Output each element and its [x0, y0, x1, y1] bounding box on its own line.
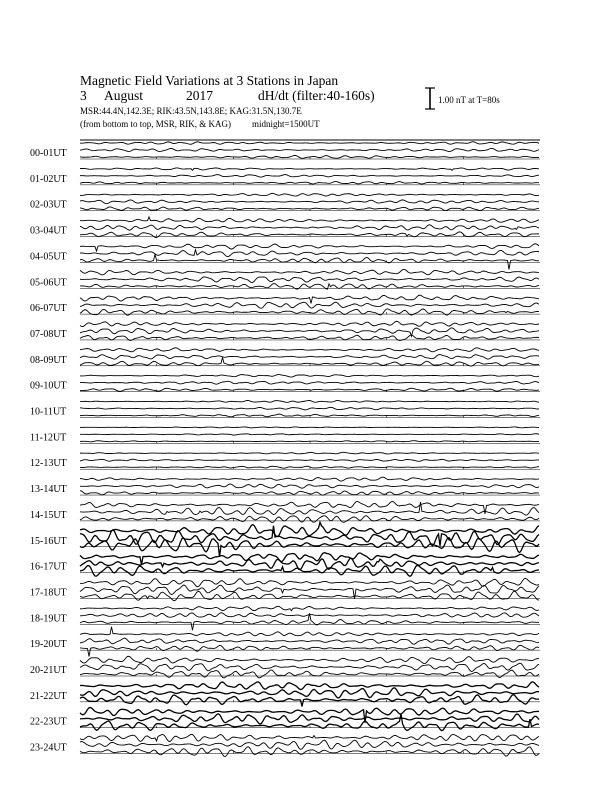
- trace-MSR: [80, 565, 539, 576]
- trace-KAG: [80, 522, 539, 536]
- row-label: 05-06UT: [30, 277, 67, 289]
- trace-MSR: [80, 538, 539, 557]
- row-16-17UT: [30, 553, 540, 577]
- trace-RIK: [80, 688, 539, 698]
- row-label: 02-03UT: [30, 199, 67, 211]
- trace-KAG: [80, 348, 539, 352]
- date-year: 2017: [186, 88, 213, 103]
- trace-KAG: [80, 477, 539, 481]
- trace-RIK: [80, 484, 539, 488]
- date-day: 3: [80, 88, 87, 103]
- trace-KAG: [80, 734, 539, 741]
- row-12-13UT: [30, 452, 540, 469]
- trace-MSR: [80, 254, 539, 269]
- row-21-22UT: [30, 682, 540, 707]
- stations-line: MSR:44.4N,142.3E; RIK:43.5N,143.8E; KAG:31.5N,130.7E: [80, 106, 302, 116]
- trace-MSR: [80, 645, 539, 656]
- row-label: 20-21UT: [30, 665, 67, 676]
- trace-RIK: [80, 328, 539, 337]
- row-20-21UT: [30, 656, 540, 678]
- row-label: 00-01UT: [30, 148, 67, 159]
- row-label: 18-19UT: [30, 613, 67, 625]
- row-22-23UT: [30, 707, 540, 730]
- trace-RIK: [80, 200, 539, 204]
- trace-KAG: [80, 606, 539, 611]
- trace-MSR: [80, 441, 539, 442]
- row-04-05UT: [30, 244, 540, 270]
- trace-KAG: [80, 244, 539, 251]
- trace-RIK: [80, 250, 539, 257]
- trace-RIK: [80, 302, 539, 308]
- trace-RIK: [80, 148, 539, 151]
- trace-RIK: [80, 558, 539, 569]
- trace-KAG: [80, 682, 539, 690]
- trace-RIK: [80, 225, 539, 230]
- trace-MSR: [80, 613, 539, 630]
- row-05-06UT: [30, 269, 540, 289]
- date-month: August: [104, 88, 144, 103]
- trace-MSR: [80, 670, 539, 678]
- row-label: 12-13UT: [30, 458, 67, 470]
- row-label: 08-09UT: [30, 354, 67, 366]
- trace-RIK: [80, 459, 539, 461]
- row-08-09UT: [30, 348, 540, 366]
- row-label: 15-16UT: [30, 535, 67, 547]
- row-02-03UT: [30, 193, 540, 210]
- row-label: 01-02UT: [30, 173, 67, 185]
- row-09-10UT: [30, 375, 540, 392]
- trace-MSR: [80, 207, 539, 211]
- trace-MSR: [80, 591, 539, 601]
- traces-panel: [30, 140, 540, 756]
- trace-KAG: [80, 295, 539, 303]
- trace-KAG: [80, 627, 539, 636]
- trace-MSR: [80, 695, 539, 707]
- row-label: 21-22UT: [30, 690, 67, 702]
- trace-KAG: [80, 656, 539, 663]
- trace-RIK: [80, 407, 539, 410]
- midnight-note: midnight=1500UT: [252, 119, 320, 129]
- trace-MSR: [80, 714, 539, 731]
- row-17-18UT: [30, 578, 540, 600]
- trace-MSR: [80, 466, 539, 468]
- trace-KAG: [80, 375, 539, 378]
- chart-title: Magnetic Field Variations at 3 Stations in Japan: [80, 73, 339, 88]
- trace-RIK: [80, 740, 539, 749]
- row-18-19UT: [30, 606, 540, 630]
- row-label: 10-11UT: [30, 406, 67, 418]
- row-00-01UT: [30, 142, 540, 159]
- trace-KAG: [80, 168, 539, 170]
- trace-MSR: [80, 182, 539, 184]
- trace-KAG: [80, 578, 539, 586]
- row-label: 11-12UT: [30, 432, 67, 444]
- trace-RIK: [80, 381, 539, 384]
- trace-RIK: [80, 277, 539, 283]
- trace-RIK: [80, 434, 539, 435]
- row-label: 19-20UT: [30, 639, 67, 651]
- row-13-14UT: [30, 477, 540, 495]
- trace-RIK: [80, 355, 539, 360]
- trace-RIK: [80, 663, 539, 671]
- scale-bar: [425, 88, 435, 109]
- station-order-note: (from bottom to top, MSR, RIK, & KAG): [80, 119, 232, 129]
- trace-KAG: [80, 321, 539, 326]
- trace-KAG: [80, 217, 539, 222]
- row-label: 22-23UT: [30, 716, 67, 728]
- trace-KAG: [80, 400, 539, 402]
- trace-MSR: [80, 491, 539, 495]
- row-23-24UT: [30, 734, 540, 756]
- trace-KAG: [80, 193, 539, 196]
- trace-MSR: [80, 516, 539, 523]
- trace-KAG: [80, 269, 539, 275]
- trace-KAG: [80, 427, 539, 428]
- trace-RIK: [80, 175, 539, 178]
- scale-label: 1.00 nT at T=80s: [438, 95, 500, 105]
- trace-MSR: [80, 414, 539, 417]
- trace-MSR: [80, 747, 539, 757]
- row-11-12UT: [30, 427, 540, 443]
- trace-RIK: [80, 714, 539, 724]
- row-19-20UT: [30, 627, 540, 657]
- row-label: 23-24UT: [30, 742, 67, 754]
- row-15-16UT: [30, 522, 540, 556]
- row-label: 03-04UT: [30, 225, 67, 237]
- trace-KAG: [80, 142, 539, 145]
- trace-MSR: [80, 388, 539, 391]
- row-label: 14-15UT: [30, 509, 67, 521]
- row-label: 17-18UT: [30, 587, 67, 599]
- row-01-02UT: [30, 168, 540, 185]
- row-label: 13-14UT: [30, 484, 67, 496]
- row-06-07UT: [30, 295, 540, 315]
- row-label: 16-17UT: [30, 561, 67, 573]
- row-03-04UT: [30, 217, 540, 238]
- trace-MSR: [80, 155, 539, 158]
- trace-RIK: [80, 638, 539, 644]
- row-label: 09-10UT: [30, 380, 67, 392]
- row-label: 06-07UT: [30, 303, 67, 315]
- trace-KAG: [80, 452, 539, 454]
- quantity-label: dH/dt (filter:40-160s): [258, 88, 375, 103]
- row-14-15UT: [30, 501, 540, 522]
- trace-MSR: [80, 309, 539, 315]
- row-07-08UT: [30, 321, 540, 340]
- row-label: 07-08UT: [30, 328, 67, 340]
- row-label: 04-05UT: [30, 251, 67, 263]
- row-10-11UT: [30, 400, 540, 417]
